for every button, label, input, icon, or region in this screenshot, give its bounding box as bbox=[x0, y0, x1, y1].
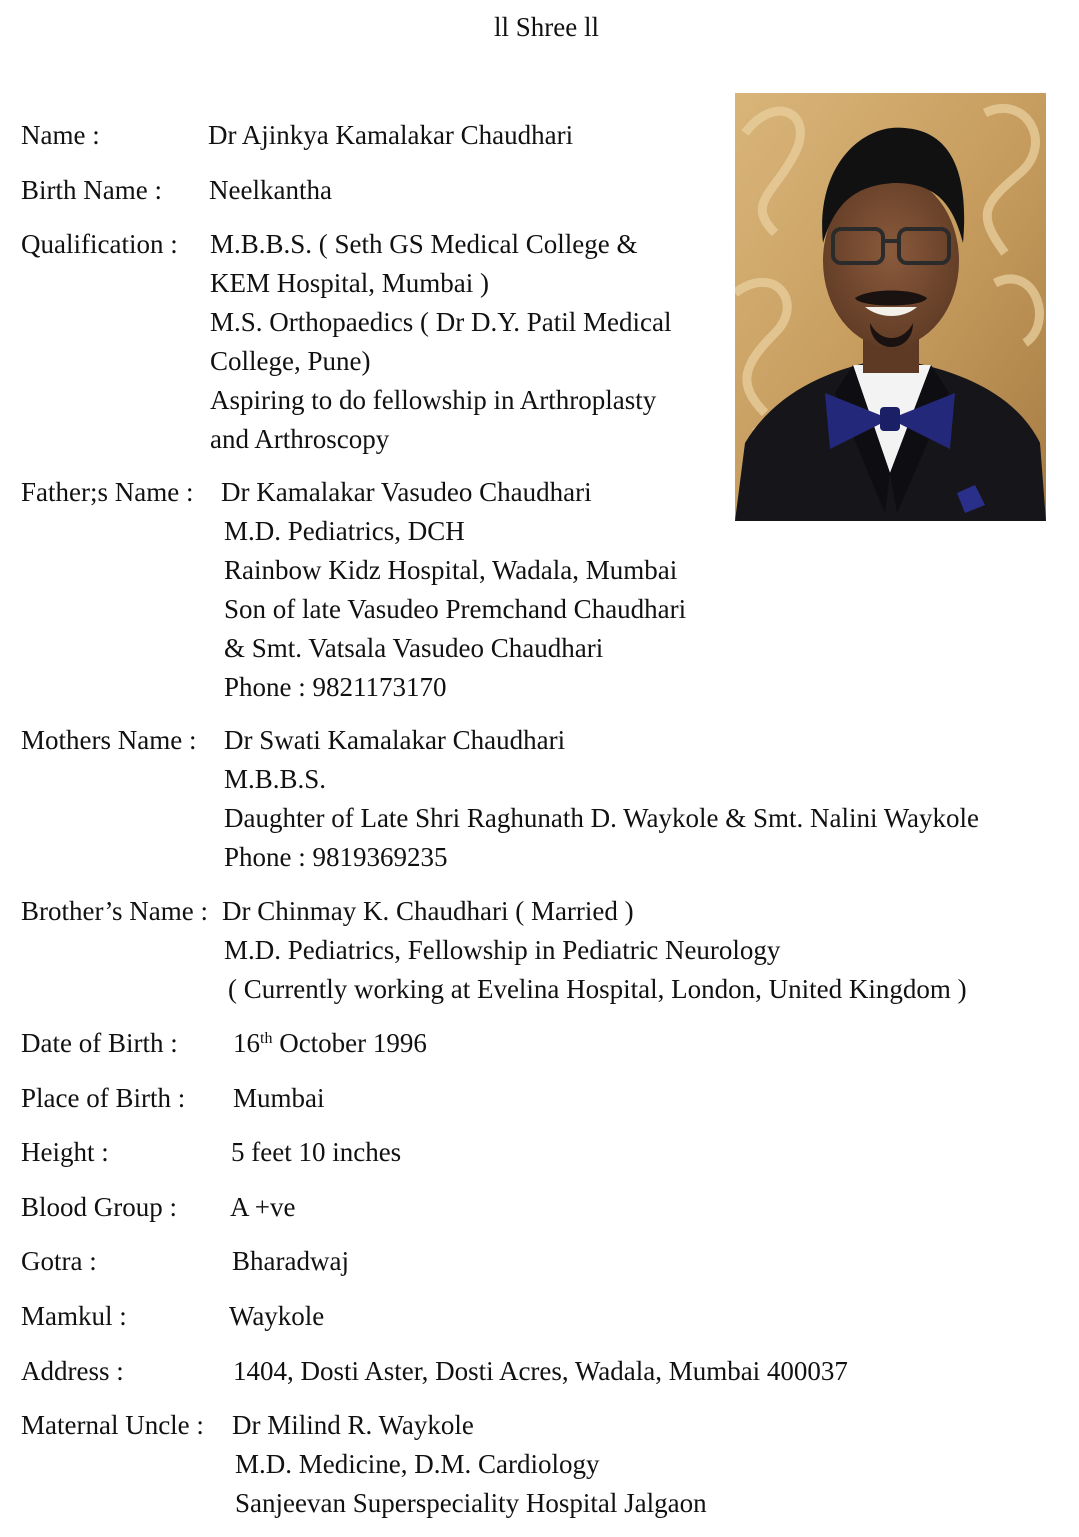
maternal-uncle-value bbox=[232, 1406, 707, 1523]
qualification-label: Qualification : bbox=[21, 229, 178, 259]
father-line: & Smt. Vatsala Vasudeo Chaudhari bbox=[224, 633, 604, 663]
document-header: ll Shree ll bbox=[494, 12, 599, 42]
dob-day: 16 bbox=[233, 1028, 260, 1058]
brother-line: Dr Chinmay K. Chaudhari ( Married ) bbox=[222, 896, 634, 926]
address-value: 1404, Dosti Aster, Dosti Acres, Wadala, Mumbai 400037 bbox=[233, 1356, 848, 1386]
brother-label: Brother’s Name : bbox=[21, 896, 208, 926]
dob-month-year: October 1996 bbox=[272, 1028, 427, 1058]
qualification-value bbox=[210, 225, 671, 459]
place-of-birth-label: Place of Birth : bbox=[21, 1083, 186, 1113]
profile-photo bbox=[735, 93, 1046, 521]
height-value: 5 feet 10 inches bbox=[231, 1137, 402, 1167]
father-line: Dr Kamalakar Vasudeo Chaudhari bbox=[221, 477, 592, 507]
dob-day-suffix: th bbox=[260, 1030, 273, 1047]
maternal-uncle-line: Dr Milind R. Waykole bbox=[232, 1410, 474, 1440]
qualification-line: KEM Hospital, Mumbai ) bbox=[210, 268, 489, 298]
mamkul-value: Waykole bbox=[229, 1301, 325, 1331]
mother-line: Phone : 9819369235 bbox=[224, 842, 448, 872]
father-line: Phone : 9821173170 bbox=[224, 672, 447, 702]
mamkul-label: Mamkul : bbox=[21, 1301, 127, 1331]
qualification-line: M.S. Orthopaedics ( Dr D.Y. Patil Medical bbox=[210, 307, 672, 337]
qualification-line: College, Pune) bbox=[210, 346, 371, 376]
mother-line: Daughter of Late Shri Raghunath D. Waykole & Smt. Nalini Waykole bbox=[224, 803, 980, 833]
name-value: Dr Ajinkya Kamalakar Chaudhari bbox=[208, 120, 574, 150]
gotra-value: Bharadwaj bbox=[232, 1246, 349, 1276]
father-line: Rainbow Kidz Hospital, Wadala, Mumbai bbox=[224, 555, 678, 585]
father-line: M.D. Pediatrics, DCH bbox=[224, 516, 465, 546]
birth-name-label: Birth Name : bbox=[21, 175, 162, 205]
name-label: Name : bbox=[21, 120, 100, 150]
birth-name-value: Neelkantha bbox=[209, 175, 332, 205]
mother-line: Dr Swati Kamalakar Chaudhari bbox=[224, 725, 566, 755]
qualification-line: and Arthroscopy bbox=[210, 424, 390, 454]
mother-value bbox=[224, 721, 979, 877]
dob-value bbox=[233, 1024, 427, 1063]
qualification-line: Aspiring to do fellowship in Arthroplasty bbox=[210, 385, 657, 415]
address-label: Address : bbox=[21, 1356, 124, 1386]
brother-value bbox=[222, 892, 967, 1009]
maternal-uncle-line: M.D. Medicine, D.M. Cardiology bbox=[235, 1449, 600, 1479]
blood-group-value: A +ve bbox=[230, 1192, 296, 1222]
place-of-birth-value: Mumbai bbox=[233, 1083, 325, 1113]
height-label: Height : bbox=[21, 1137, 109, 1167]
father-line: Son of late Vasudeo Premchand Chaudhari bbox=[224, 594, 687, 624]
maternal-uncle-label: Maternal Uncle : bbox=[21, 1410, 204, 1440]
mother-line: M.B.B.S. bbox=[224, 764, 327, 794]
maternal-uncle-line: Sanjeevan Superspeciality Hospital Jalgaon bbox=[235, 1488, 707, 1518]
mother-label: Mothers Name : bbox=[21, 725, 197, 755]
dob-label: Date of Birth : bbox=[21, 1028, 178, 1058]
father-label: Father;s Name : bbox=[21, 477, 194, 507]
father-value bbox=[221, 473, 686, 707]
gotra-label: Gotra : bbox=[21, 1246, 97, 1276]
blood-group-label: Blood Group : bbox=[21, 1192, 178, 1222]
brother-line: ( Currently working at Evelina Hospital, London, United Kingdom ) bbox=[228, 974, 967, 1004]
brother-line: M.D. Pediatrics, Fellowship in Pediatric Neurology bbox=[224, 935, 781, 965]
qualification-line: M.B.B.S. ( Seth GS Medical College & bbox=[210, 229, 638, 259]
